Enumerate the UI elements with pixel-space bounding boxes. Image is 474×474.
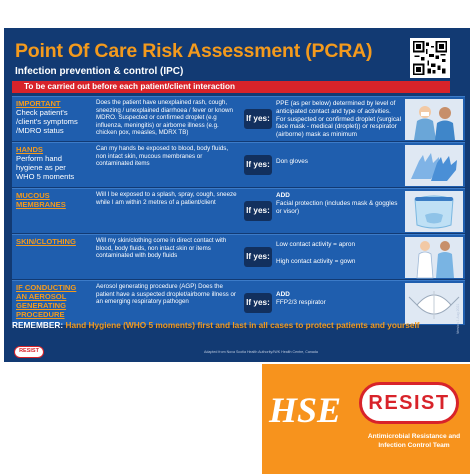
row-answer-secondary: High contact activity = gown bbox=[276, 257, 356, 265]
if-yes-badge: If yes: bbox=[244, 201, 272, 221]
if-yes-badge: If yes: bbox=[244, 109, 272, 129]
footer-panel bbox=[262, 364, 470, 474]
resist-small-logo: RESIST bbox=[14, 346, 44, 358]
row-answer: Don gloves bbox=[276, 158, 308, 165]
amr-team-text: Antimicrobial Resistance and Infection Control Team bbox=[367, 433, 461, 449]
if-yes-badge: If yes: bbox=[244, 247, 272, 267]
row-category-text: Check patient's /client's symptoms /MDRO status bbox=[16, 108, 78, 135]
instruction-banner: To be carried out before each patient/client interaction bbox=[12, 81, 450, 93]
row-answer: FFP2/3 respirator bbox=[276, 298, 326, 306]
poster-title: Point Of Care Risk Assessment (PCRA) bbox=[15, 40, 373, 62]
pcra-poster bbox=[4, 28, 470, 362]
row-category-text: Perform hand hygiene as per WHO 5 moments bbox=[16, 154, 75, 181]
apron-gown-illustration-icon bbox=[405, 237, 463, 278]
pcra-row-important bbox=[12, 96, 465, 141]
resist-logo-text: RESIST bbox=[368, 391, 450, 414]
row-question: Will my skin/clothing come in direct contact with blood, body fluids, non intact skin or items contaminated with body fluids bbox=[96, 237, 227, 260]
row-answer: Low contact activity = apron bbox=[276, 241, 356, 248]
resist-logo bbox=[359, 382, 459, 424]
row-category-heading: IF CONDUCTING AN AEROSOL GENERATING PROCEDURE bbox=[16, 283, 77, 319]
row-question: Aerosol generating procedure (AGP) Does the patient have a suspected droplet/airborne illness or an emerging respiratory pathogen bbox=[96, 283, 236, 306]
remember-text: Hand Hygiene (WHO 5 moments) first and last in all cases to protect patients and yourself bbox=[65, 320, 420, 330]
face-visor-illustration-icon bbox=[405, 191, 463, 232]
pcra-row-aerosol-procedure bbox=[12, 280, 465, 325]
row-category-heading: HANDS bbox=[16, 145, 44, 154]
qr-code-icon[interactable] bbox=[410, 38, 450, 78]
if-yes-badge: If yes: bbox=[244, 293, 272, 313]
row-question: Can my hands be exposed to blood, body fluids, non intact skin, mucous membranes or contaminated items bbox=[96, 145, 229, 168]
gloves-illustration-icon bbox=[405, 145, 463, 186]
pcra-row-skin-clothing bbox=[12, 234, 465, 279]
pcra-row-mucous-membranes bbox=[12, 188, 465, 233]
row-answer: PPE (as per below) determined by level of anticipated contact and type of activities. For suspected or confirmed droplet (surgical face mask - medical (droplet)) or respirator (airborne) mask as minimum bbox=[276, 100, 402, 139]
hse-logo-text: HSE bbox=[268, 390, 342, 430]
remember-label: REMEMBER: bbox=[12, 320, 64, 330]
row-category-heading: SKIN/CLOTHING bbox=[16, 237, 76, 246]
adapted-note: Adapted from Nova Scotia Health Authority/IWK Health Centre, Canada bbox=[204, 350, 318, 354]
row-question: Does the patient have unexplained rash, cough, sneezing / unexplained diarrhoea / fever or known MDRO. Suspected or confirmed droplet (e.g influenza, meningitis) or airborne illness (e.g. chicken pox, measles, MDRX TB) bbox=[96, 99, 233, 137]
respirator-illustration-icon bbox=[405, 283, 463, 324]
row-category-heading: IMPORTANT bbox=[16, 99, 61, 108]
row-question: Will I be exposed to a splash, spray, cough, sneeze while I am within 2 metres of a patient/client bbox=[96, 191, 237, 206]
poster-subtitle: Infection prevention & control (IPC) bbox=[15, 66, 184, 77]
version-note: Version 1 Aug 2021 bbox=[456, 303, 460, 334]
pcra-row-hands bbox=[12, 142, 465, 187]
add-label: ADD bbox=[276, 192, 290, 199]
nurse-ppe-illustration-icon bbox=[405, 99, 463, 140]
if-yes-badge: If yes: bbox=[244, 155, 272, 175]
row-category-heading: MUCOUS MEMBRANES bbox=[16, 191, 66, 209]
add-label: ADD bbox=[276, 291, 290, 298]
row-answer: Facial protection (includes mask & goggles or visor) bbox=[276, 199, 398, 215]
remember-note bbox=[12, 320, 420, 330]
hse-logo-icon bbox=[268, 382, 342, 432]
